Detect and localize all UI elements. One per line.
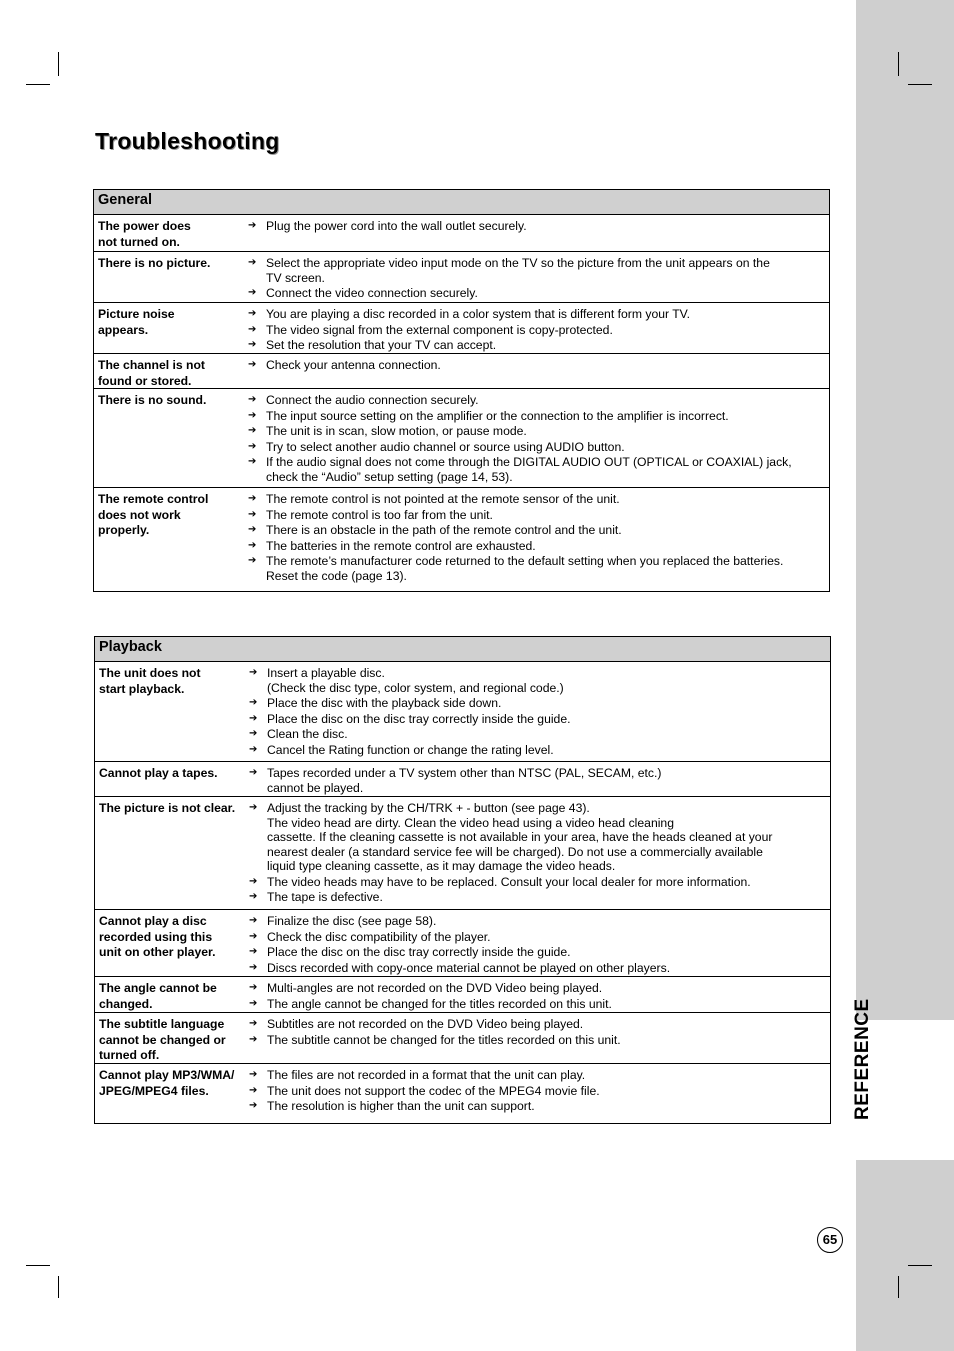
table-row	[95, 662, 830, 762]
table-row	[94, 252, 829, 303]
problem-cell: The channel is not found or stored.	[98, 358, 205, 388]
arrow-right-icon: ➔	[249, 946, 258, 957]
arrow-right-icon: ➔	[248, 539, 257, 551]
solution-text: The input source setting on the amplifier or the connection to the amplifier is incorrect.	[266, 408, 729, 423]
solution-text: You are playing a disc recorded in a color system that is different form your TV.	[266, 307, 691, 321]
solution-text: The angle cannot be changed for the titles recorded on this unit.	[267, 996, 612, 1011]
table-row	[95, 762, 830, 797]
solutions-cell	[249, 762, 830, 796]
solution-text: The unit is in scan, slow motion, or pause mode.	[266, 424, 527, 438]
arrow-right-icon: ➔	[248, 555, 257, 566]
arrow-right-icon: ➔	[249, 982, 258, 993]
table-row	[95, 1064, 830, 1122]
problem-cell: There is no sound.	[98, 393, 207, 407]
arrow-right-icon: ➔	[249, 667, 258, 678]
arrow-right-icon: ➔	[248, 524, 257, 535]
solution-item	[249, 1017, 828, 1032]
solution-item	[249, 890, 828, 905]
arrow-right-icon: ➔	[248, 440, 257, 452]
solution-item	[249, 696, 828, 711]
solution-text: Tapes recorded under a TV system other than NTSC (PAL, SECAM, etc.) cannot be played.	[267, 766, 662, 795]
page-number: 65	[817, 1227, 843, 1253]
solution-item	[249, 801, 828, 874]
solution-item	[249, 961, 828, 976]
arrow-right-icon: ➔	[248, 456, 257, 467]
solution-item	[249, 666, 828, 695]
crop-mark	[908, 1265, 932, 1266]
crop-mark	[26, 84, 50, 85]
problem-cell: Picture noise appears.	[98, 307, 175, 337]
table-row	[94, 215, 829, 252]
solution-text: Place the disc on the disc tray correctly inside the guide.	[267, 945, 571, 959]
solutions-cell	[249, 1064, 830, 1122]
solution-text: The resolution is higher than the unit can support.	[267, 1099, 535, 1113]
solution-item	[249, 875, 828, 890]
problem-cell: The picture is not clear.	[99, 801, 236, 815]
arrow-right-icon: ➔	[249, 1069, 258, 1080]
crop-mark	[898, 1276, 899, 1298]
solution-text: The video signal from the external component is copy-protected.	[266, 322, 613, 337]
arrow-right-icon: ➔	[248, 308, 257, 319]
table-row	[94, 354, 829, 389]
solutions-cell	[248, 252, 829, 302]
arrow-right-icon: ➔	[248, 339, 257, 350]
solution-text: The tape is defective.	[267, 890, 383, 904]
solution-item	[249, 1033, 828, 1048]
solution-text: Insert a playable disc. (Check the disc type, color system, and regional code.)	[267, 666, 564, 695]
solution-item	[249, 981, 828, 996]
solution-item	[248, 286, 827, 301]
solution-text: If the audio signal does not come through the DIGITAL AUDIO OUT (OPTICAL or COAXIAL) jack, check the “Audio” setup setting (page 14, 53).	[266, 455, 792, 484]
solution-item	[249, 997, 828, 1012]
table-row	[94, 303, 829, 354]
solution-item	[248, 554, 827, 583]
solution-text: Clean the disc.	[267, 727, 348, 741]
solutions-cell	[248, 389, 829, 487]
arrow-right-icon: ➔	[249, 767, 258, 778]
solution-item	[249, 712, 828, 727]
table-row	[95, 910, 830, 977]
solution-text: The unit does not support the codec of the MPEG4 movie file.	[267, 1083, 600, 1098]
crop-mark	[26, 1265, 50, 1266]
arrow-right-icon: ➔	[249, 891, 258, 902]
solutions-cell	[249, 662, 830, 761]
solution-item	[249, 743, 828, 758]
solution-text: The subtitle cannot be changed for the titles recorded on this unit.	[267, 1032, 621, 1047]
solution-item	[248, 539, 827, 554]
solution-item	[248, 455, 827, 484]
crop-mark	[58, 52, 59, 76]
solution-text: The remote control is too far from the unit.	[266, 507, 493, 522]
arrow-right-icon: ➔	[249, 930, 258, 942]
problem-cell: The unit does not start playback.	[99, 666, 201, 696]
solution-item	[248, 219, 827, 234]
solution-text: Plug the power cord into the wall outlet securely.	[266, 219, 527, 233]
arrow-right-icon: ➔	[249, 875, 258, 887]
arrow-right-icon: ➔	[249, 697, 258, 708]
solution-text: Adjust the tracking by the CH/TRK + - button (see page 43). The video head are dirty. Clean the video head using a video head cleaning cassette. If the cleaning cassette is not available in your area, have the heads cleaned at your nearest dealer (a standard service fee will be charged). Do not use a commercially available liquid type cleaning cassette, as it may damage the video heads.	[267, 801, 773, 873]
solution-item	[249, 945, 828, 960]
solution-text: The batteries in the remote control are exhausted.	[266, 538, 536, 553]
arrow-right-icon: ➔	[249, 997, 258, 1009]
arrow-right-icon: ➔	[248, 409, 257, 421]
solution-text: Connect the video connection securely.	[266, 286, 478, 300]
solution-text: The remote control is not pointed at the remote sensor of the unit.	[266, 492, 620, 506]
solution-item	[248, 338, 827, 353]
arrow-right-icon: ➔	[249, 961, 258, 973]
solution-text: The remote’s manufacturer code returned to the default setting when you replaced the batteries. Reset the code (page 13).	[266, 554, 784, 583]
solution-item	[248, 393, 827, 408]
solution-text: Multi-angles are not recorded on the DVD Video being played.	[267, 981, 603, 995]
table-row	[94, 488, 829, 588]
solution-item	[248, 409, 827, 424]
table-row	[95, 797, 830, 910]
arrow-right-icon: ➔	[248, 425, 257, 436]
solution-item	[249, 930, 828, 945]
solution-text: Select the appropriate video input mode on the TV so the picture from the unit appears on the TV screen.	[266, 256, 770, 285]
solution-text: Place the disc with the playback side down.	[267, 696, 502, 710]
playback-section	[94, 636, 831, 1124]
solutions-cell	[249, 797, 830, 909]
arrow-right-icon: ➔	[248, 287, 257, 298]
solution-item	[249, 914, 828, 929]
table-row	[95, 977, 830, 1013]
solution-item	[248, 492, 827, 507]
solution-text: Check the disc compatibility of the player.	[267, 929, 491, 944]
solution-text: Cancel the Rating function or change the rating level.	[267, 742, 554, 757]
problem-cell: The power does not turned on.	[98, 219, 191, 249]
problem-cell: The remote control does not work properly.	[98, 492, 209, 537]
table-row	[95, 1013, 830, 1064]
solution-item	[248, 440, 827, 455]
crop-mark	[898, 52, 899, 76]
solution-item	[248, 323, 827, 338]
arrow-right-icon: ➔	[249, 712, 258, 724]
solutions-cell	[248, 488, 829, 588]
solution-item	[249, 1068, 828, 1083]
arrow-right-icon: ➔	[248, 508, 257, 520]
arrow-right-icon: ➔	[249, 728, 258, 739]
solution-text: There is an obstacle in the path of the remote control and the unit.	[266, 523, 622, 537]
solution-item	[248, 523, 827, 538]
solution-item	[249, 1099, 828, 1114]
problem-cell: The angle cannot be changed.	[99, 981, 217, 1011]
solution-item	[248, 307, 827, 322]
solution-item	[248, 358, 827, 373]
solution-text: Try to select another audio channel or source using AUDIO button.	[266, 439, 625, 454]
section-heading: Playback	[95, 637, 830, 662]
section-heading: General	[94, 190, 829, 215]
solutions-cell	[249, 910, 830, 976]
solution-text: The video heads may have to be replaced. Consult your local dealer for more information.	[267, 874, 751, 889]
arrow-right-icon: ➔	[249, 802, 258, 813]
solutions-cell	[248, 303, 829, 353]
arrow-right-icon: ➔	[248, 493, 257, 504]
arrow-right-icon: ➔	[248, 220, 257, 231]
problem-cell: Cannot play a disc recorded using this unit on other player.	[99, 914, 216, 959]
solution-item	[249, 727, 828, 742]
solution-item	[249, 766, 828, 795]
arrow-right-icon: ➔	[248, 323, 257, 335]
solution-item	[248, 424, 827, 439]
crop-mark	[908, 84, 932, 85]
solutions-cell	[248, 354, 829, 388]
section-side-label: REFERENCE	[852, 998, 873, 1120]
problem-cell: Cannot play MP3/WMA/ JPEG/MPEG4 files.	[99, 1068, 235, 1098]
solutions-cell	[248, 215, 829, 251]
solution-item	[249, 1084, 828, 1099]
solution-item	[248, 256, 827, 285]
general-section	[93, 189, 830, 592]
solution-text: Finalize the disc (see page 58).	[267, 914, 437, 928]
problem-cell: Cannot play a tapes.	[99, 766, 218, 780]
arrow-right-icon: ➔	[249, 1018, 258, 1029]
arrow-right-icon: ➔	[249, 743, 258, 755]
arrow-right-icon: ➔	[249, 915, 258, 926]
problem-cell: The subtitle language cannot be changed or turned off.	[99, 1017, 226, 1062]
arrow-right-icon: ➔	[249, 1033, 258, 1045]
solution-text: Check your antenna connection.	[266, 358, 441, 372]
solution-text: Discs recorded with copy-once material cannot be played on other players.	[267, 960, 671, 975]
table-row	[94, 389, 829, 488]
solution-text: The files are not recorded in a format that the unit can play.	[267, 1068, 586, 1082]
solution-text: Connect the audio connection securely.	[266, 393, 479, 407]
arrow-right-icon: ➔	[248, 394, 257, 405]
solution-text: Set the resolution that your TV can accept.	[266, 338, 497, 352]
solution-text: Place the disc on the disc tray correctly inside the guide.	[267, 711, 571, 726]
crop-mark	[58, 1276, 59, 1298]
problem-cell: There is no picture.	[98, 256, 211, 270]
solutions-cell	[249, 977, 830, 1012]
solution-item	[248, 508, 827, 523]
arrow-right-icon: ➔	[248, 359, 257, 370]
page-title: Troubleshooting	[95, 128, 280, 154]
arrow-right-icon: ➔	[248, 257, 257, 268]
arrow-right-icon: ➔	[249, 1100, 258, 1111]
solutions-cell	[249, 1013, 830, 1063]
solution-text: Subtitles are not recorded on the DVD Video being played.	[267, 1017, 584, 1031]
arrow-right-icon: ➔	[249, 1084, 258, 1096]
